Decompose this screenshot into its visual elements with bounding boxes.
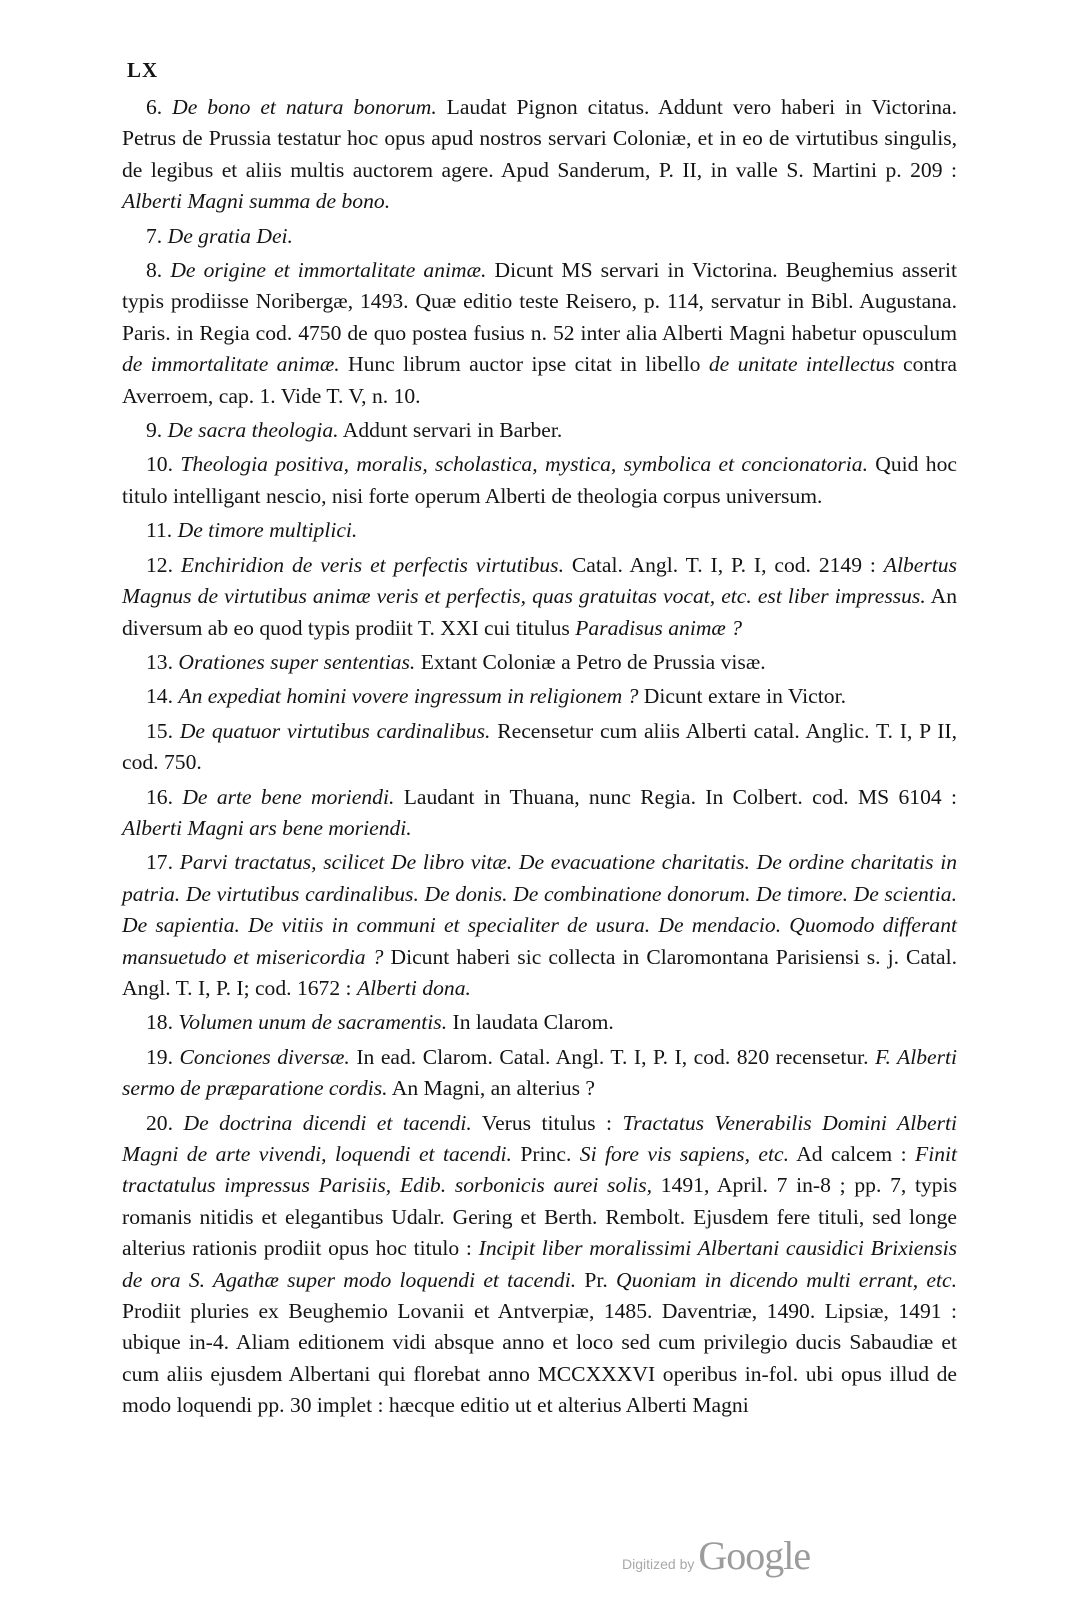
entry-title-italic: Conciones diversæ. bbox=[179, 1044, 350, 1069]
catalog-entry bbox=[122, 1042, 957, 1105]
catalog-entry bbox=[122, 716, 957, 779]
catalog-entry bbox=[122, 550, 957, 644]
entry-number: 12. bbox=[146, 552, 173, 577]
entry-number: 19. bbox=[146, 1044, 173, 1069]
entry-text: Hunc librum auctor ipse citat in libello bbox=[339, 352, 709, 377]
entry-text: Catal. Angl. T. I, P. I, cod. 2149 : bbox=[563, 552, 884, 577]
entry-text: Princ. bbox=[511, 1142, 580, 1166]
entry-text: Dicunt MS servari in Victorina. Beughemius asserit typis prodiisse Noribergæ, 1493. Quæ editio teste Reisero, p. 114, servatur in Bibl. Augustana. Paris. in Regia cod. 4750 de quo postea fusius n. 52 inter alia Alberti Magni habetur opusculum bbox=[122, 258, 957, 345]
entry-text: In ead. Clarom. Catal. Angl. T. I, P. I, cod. 820 recensetur. bbox=[349, 1044, 876, 1069]
entry-number: 14. bbox=[146, 684, 173, 709]
catalog-entry bbox=[122, 415, 957, 446]
entry-title-italic: F. Alberti sermo de præparatione cordis. bbox=[122, 1044, 957, 1101]
entry-number: 15. bbox=[146, 718, 173, 743]
entry-title-italic: De sacra theologia. bbox=[167, 418, 339, 443]
entry-text: Extant Coloniæ a Petro de Prussia visæ. bbox=[415, 649, 766, 674]
catalog-entry bbox=[122, 449, 957, 512]
entry-number: 9. bbox=[146, 418, 163, 443]
entry-title-italic: De gratia Dei. bbox=[167, 223, 293, 248]
google-logo: Google bbox=[698, 1533, 811, 1578]
catalog-entry bbox=[122, 782, 957, 845]
entry-title-italic: de immortalitate animæ. bbox=[122, 352, 340, 377]
digitized-watermark bbox=[622, 1532, 810, 1582]
entry-text: Pr. bbox=[576, 1267, 616, 1292]
entry-text: Dicunt extare in Victor. bbox=[638, 684, 846, 709]
entry-text: Laudat Pignon citatus. Addunt vero haberi in Victorina. Petrus de Prussia testatur hoc opus apud nostros servari Coloniæ, et in eo de virtutibus singulis, de legibus et aliis multis auctorem agere. Apud Sanderum, P. II, in valle S. Martini p. 209 : bbox=[122, 95, 957, 182]
entry-number: 16. bbox=[146, 784, 173, 809]
entry-text: In laudata Clarom. bbox=[447, 1010, 614, 1035]
entry-number: 7. bbox=[146, 223, 163, 248]
catalog-entry bbox=[122, 847, 957, 1004]
catalog-entry bbox=[122, 515, 957, 546]
entry-number: 20. bbox=[146, 1110, 173, 1135]
digitized-by-label: Digitized by bbox=[622, 1556, 695, 1572]
entry-title-italic: Enchiridion de veris et perfectis virtutibus. bbox=[180, 552, 564, 577]
entry-title-italic: De arte bene moriendi. bbox=[182, 784, 395, 809]
entry-number: 13. bbox=[146, 649, 173, 674]
entry-number: 8. bbox=[146, 258, 163, 283]
catalog-entry bbox=[122, 1108, 957, 1422]
catalog-entry bbox=[122, 681, 957, 712]
entry-text: Laudant in Thuana, nunc Regia. In Colbert. cod. MS 6104 : bbox=[394, 784, 958, 809]
entry-text: 1491, April. 7 in-8 ; pp. 7, typis romanis nitidis et elegantibus Udalr. Gering et Berth. Rembolt. Ejusdem fere tituli, sed longe alterius rationis prodiit opus hoc titulo : bbox=[122, 1173, 958, 1261]
catalog-entry bbox=[122, 255, 957, 412]
entry-title-italic: An expediat homini vovere ingressum in religionem ? bbox=[178, 684, 639, 709]
entry-text: contra Averroem, cap. 1. Vide T. V, n. 10. bbox=[122, 352, 957, 408]
entry-text: An Magni, an alterius ? bbox=[387, 1076, 596, 1101]
entry-number: 6. bbox=[146, 95, 163, 119]
entry-title-italic: de unitate intellectus bbox=[708, 352, 895, 377]
catalog-entry bbox=[122, 647, 957, 678]
entry-title-italic: Volumen unum de sacramentis. bbox=[178, 1010, 448, 1035]
entry-title-italic: De bono et natura bonorum. bbox=[172, 95, 437, 119]
entry-text: An diversum ab eo quod typis prodiit T. XXI cui titulus bbox=[122, 584, 957, 640]
entry-title-italic: Theologia positiva, moralis, scholastica, mystica, symbolica et concionatoria. bbox=[180, 452, 868, 477]
entry-text: Quid hoc titulo intelligant nescio, nisi forte operum Alberti de theologia corpus universum. bbox=[122, 452, 957, 508]
entry-text: Dicunt haberi sic collecta in Claromontana Parisiensi s. j. Catal. Angl. T. I, P. I; cod. 1672 : bbox=[122, 944, 958, 1000]
entry-title-italic: De origine et immortalitate animæ. bbox=[170, 258, 487, 283]
entry-title-italic: Si fore vis sapiens, etc. bbox=[579, 1142, 789, 1166]
entry-title-italic: Paradisus animæ ? bbox=[575, 615, 743, 640]
entry-title-italic: De doctrina dicendi et tacendi. bbox=[183, 1110, 472, 1135]
page-number-header: LX bbox=[127, 58, 159, 82]
entry-title-italic: De quatuor virtutibus cardinalibus. bbox=[179, 718, 491, 743]
entry-number: 18. bbox=[146, 1010, 173, 1035]
catalog-text-body bbox=[122, 92, 957, 1425]
entry-title-italic: Incipit liber moralissimi Albertani causidici Brixiensis de ora S. Agathæ super modo loquendi et tacendi. bbox=[122, 1236, 957, 1292]
entry-number: 11. bbox=[146, 518, 173, 543]
entry-title-italic: Parvi tractatus, scilicet De libro vitæ. De evacuatione charitatis. De ordine charitatis in patria. De virtutibus cardinalibus. De donis. De combinatione donorum. De timore. De scientia. De sapientia. De vitiis in communi et specialiter de usura. De mendacio. Quomodo differant mansuetudo et misericordia ? bbox=[122, 850, 957, 969]
entry-text: Addunt servari in Barber. bbox=[338, 418, 563, 443]
entry-title-italic: Finit tractatulus impressus Parisiis, Edib. sorbonicis aurei solis, bbox=[122, 1142, 957, 1198]
entry-title-italic: De timore multiplici. bbox=[177, 518, 358, 543]
entry-text: Verus titulus : bbox=[471, 1110, 623, 1135]
catalog-entry bbox=[122, 92, 957, 218]
entry-text: Recensetur cum aliis Alberti catal. Anglic. T. I, P II, cod. 750. bbox=[122, 718, 957, 775]
entry-title-italic: Alberti Magni ars bene moriendi. bbox=[122, 815, 412, 840]
entry-title-italic: Albertus Magnus de virtutibus animæ veris et perfectis, quas gratuitas vocat, etc. est liber impressus. bbox=[122, 552, 957, 609]
entry-title-italic: Tractatus Venerabilis Domini Alberti Magni de arte vivendi, loquendi et tacendi. bbox=[122, 1110, 957, 1166]
entry-title-italic: Quoniam in dicendo multi errant, etc. bbox=[615, 1267, 957, 1292]
entry-text: Ad calcem : bbox=[788, 1142, 915, 1166]
entry-title-italic: Orationes super sententias. bbox=[178, 649, 416, 674]
catalog-entry bbox=[122, 221, 957, 252]
entry-title-italic: Alberti Magni summa de bono. bbox=[122, 189, 391, 214]
entry-text: Prodiit pluries ex Beughemio Lovanii et Antverpiæ, 1485. Daventriæ, 1490. Lipsiæ, 1491 : ubique in-4. Aliam editionem vidi absque anno et loco sed cum privilegio ducis Sabaudiæ et cum aliis ejusdem Albertani qui florebat anno MCCXXXVI operibus in-fol. ubi opus illud de modo loquendi pp. 30 implet : hæcque editio ut et alterius Alberti Magni bbox=[122, 1299, 957, 1418]
catalog-entry bbox=[122, 1007, 957, 1038]
entry-title-italic: Alberti dona. bbox=[356, 975, 471, 1000]
entry-number: 10. bbox=[146, 452, 173, 477]
entry-number: 17. bbox=[146, 850, 173, 875]
